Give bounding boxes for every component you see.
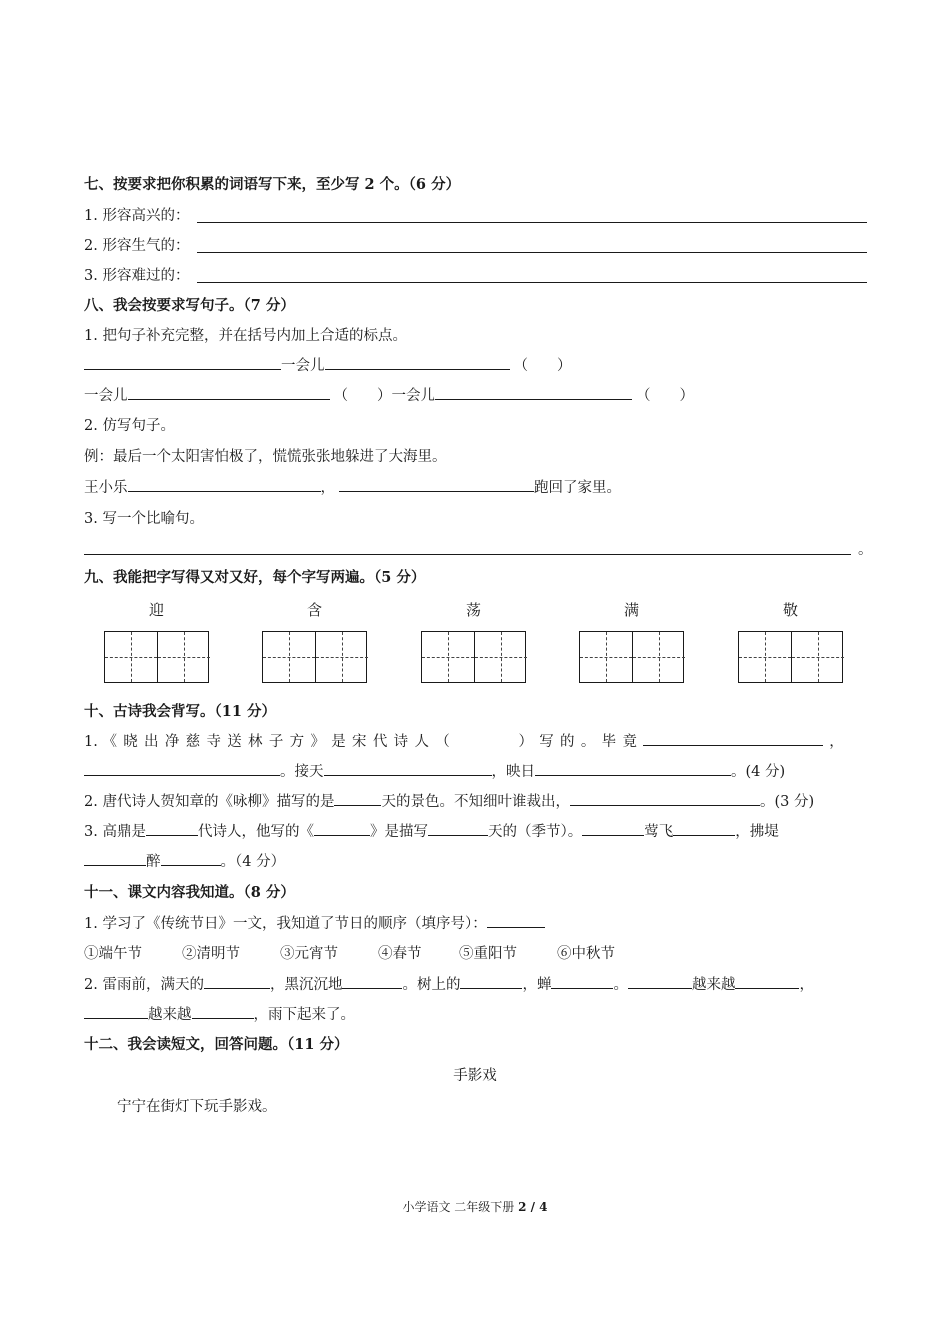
s8-q3-answer-line[interactable] [84,554,851,555]
blank[interactable] [146,822,198,836]
s7-item-2: 2. 形容生气的： [84,238,190,254]
s11-q2-line-1 [84,975,814,995]
s8-q1-line-2 [84,386,694,406]
s11-q2-g: ， [799,977,814,993]
s11-q2-c: 。树上的 [402,977,461,993]
tianzige-grid-4[interactable] [579,631,684,683]
footer-text: 小学语文 二年级下册 [402,1200,519,1214]
s7-item-1: 1. 形容高兴的： [84,208,190,224]
s10-jietian: 。接天 [280,764,324,780]
s8-name: 王小乐 [84,480,128,496]
blank[interactable] [204,975,270,989]
section-7-title: 七、按要求把你积累的词语写下来，至少写 2 个。（6 分） [84,176,461,193]
s10-q1-line-2 [84,762,785,782]
blank[interactable] [325,356,510,370]
section-11-title: 十一、课文内容我知道。（8 分） [84,884,295,901]
s8-comma: ， [320,480,335,496]
s11-q2-a: 2. 雷雨前，满天的 [84,977,204,993]
s8-example: 例：最后一个太阳害怕极了，慌慌张张地躲进了大海里。 [84,449,447,465]
s11-q2-b: ，黑沉沉地 [269,977,343,993]
s10-q1-num: 1. [84,734,98,750]
blank[interactable] [84,1005,148,1019]
section-10-title: 十、古诗我会背写。（11 分） [84,703,276,720]
s11-q1: 1. 学习了《传统节日》一文，我知道了节日的顺序（填序号）： [84,916,487,932]
s8-q3-period: 。 [858,542,873,558]
blank[interactable] [342,975,402,989]
s11-q1-line [84,914,545,934]
s10-q2-a: 2. 唐代诗人贺知章的《咏柳》描写的是 [84,794,335,810]
blank[interactable] [324,762,492,776]
s9-char-5: 敬 [782,601,798,619]
blank[interactable] [535,762,731,776]
section-9-title: 九、我能把字写得又对又好，每个字写两遍。（5 分） [84,569,426,586]
s8-paren-3[interactable]: （ ） [636,388,694,404]
page-number: 2 / 4 [518,1200,548,1214]
s9-char-1: 迎 [148,601,164,619]
s8-once-2: 一会儿 [84,388,128,404]
s8-q1-line-1 [84,356,572,376]
section-12-title: 十二、我会读短文，回答问题。（11 分） [84,1036,349,1053]
s10-q3-line-2 [84,852,285,872]
s11-q2-d: ，蝉 [522,977,552,993]
s7-item-3: 3. 形容难过的： [84,268,190,284]
blank[interactable] [84,762,280,776]
blank[interactable] [128,386,330,400]
blank[interactable] [192,1005,254,1019]
s10-q2-score: 。(3 分) [759,794,815,810]
s10-q3-line-1 [84,822,779,842]
tianzige-grid-2[interactable] [262,631,367,683]
s8-once-3: 一会儿 [391,388,435,404]
blank[interactable] [84,356,281,370]
blank[interactable] [84,852,146,866]
s10-q2-b: 天的景色。不知细叶谁裁出， [381,794,570,810]
s9-char-4: 满 [623,601,639,619]
s10-q3-score: 。（4 分） [220,854,286,870]
s11-q2-i: ，雨下起来了。 [253,1007,355,1023]
blank[interactable] [487,914,545,928]
s8-q2: 2. 仿写句子。 [84,418,175,434]
tianzige-grid-5[interactable] [738,631,843,683]
s9-char-3: 荡 [465,601,481,619]
s8-imitate-line [84,478,621,498]
s10-q1-score: 。(4 分) [731,764,786,780]
blank[interactable] [334,792,381,806]
s10-q3-f: ，拂堤 [735,824,779,840]
s8-once-1: 一会儿 [281,358,325,374]
page-footer [0,1197,950,1217]
s8-paren-2[interactable]: （ ） [333,388,392,404]
s10-q3-a: 3. 高鼎是 [84,824,146,840]
blank[interactable] [460,975,522,989]
s11-q2-e: 。 [613,977,628,993]
blank[interactable] [582,822,644,836]
blank[interactable] [643,732,823,746]
blank[interactable] [628,975,692,989]
s10-q3-b: 代诗人，他写的《 [197,824,314,840]
blank[interactable] [161,852,221,866]
s11-option-5: ⑤重阳节 [459,946,517,962]
s11-option-1: ①端午节 [84,946,142,962]
section-8-title: 八、我会按要求写句子。（7 分） [84,297,295,314]
blank[interactable] [435,386,632,400]
s8-q3: 3. 写一个比喻句。 [84,511,204,527]
blank[interactable] [673,822,735,836]
blank[interactable] [314,822,370,836]
s10-q1-line-1 [84,732,844,752]
s7-answer-line-3[interactable] [197,282,867,283]
s11-q2-f: 越来越 [691,977,736,993]
s11-q2-h: 越来越 [148,1007,192,1023]
s10-q1-comma: ， [829,734,844,750]
s8-paren-1[interactable]: （ ） [513,358,572,374]
blank[interactable] [339,478,534,492]
s10-q3-c: 》是描写 [369,824,428,840]
blank[interactable] [551,975,613,989]
tianzige-grid-1[interactable] [104,631,209,683]
s10-yingri: ，映日 [491,764,535,780]
s7-answer-line-1[interactable] [197,222,867,223]
s10-q3-e: 莺飞 [644,824,674,840]
s8-ran-home: 跑回了家里。 [534,480,621,496]
blank[interactable] [735,975,799,989]
s10-q3-d: 天的（季节）。 [487,824,583,840]
blank[interactable] [128,478,321,492]
story-title: 手影戏 [453,1068,497,1084]
s10-q3-g: 醉 [146,854,161,870]
s8-q1: 1. 把句子补充完整，并在括号内加上合适的标点。 [84,328,407,344]
s10-q2-line [84,792,814,812]
s11-option-3: ③元宵节 [280,946,338,962]
s11-option-6: ⑥中秋节 [557,946,615,962]
s9-char-2: 含 [306,601,322,619]
s7-answer-line-2[interactable] [197,252,867,253]
tianzige-grid-3[interactable] [421,631,526,683]
s11-q2-line-2 [84,1005,355,1025]
s11-option-4: ④春节 [378,946,422,962]
s10-q1-text: 《晓出净慈寺送林子方》是宋代诗人（ ）写的。毕竟 [102,734,644,750]
s11-option-2: ②清明节 [182,946,240,962]
blank[interactable] [570,792,760,806]
blank[interactable] [428,822,488,836]
story-first-line: 宁宁在街灯下玩手影戏。 [117,1099,277,1115]
